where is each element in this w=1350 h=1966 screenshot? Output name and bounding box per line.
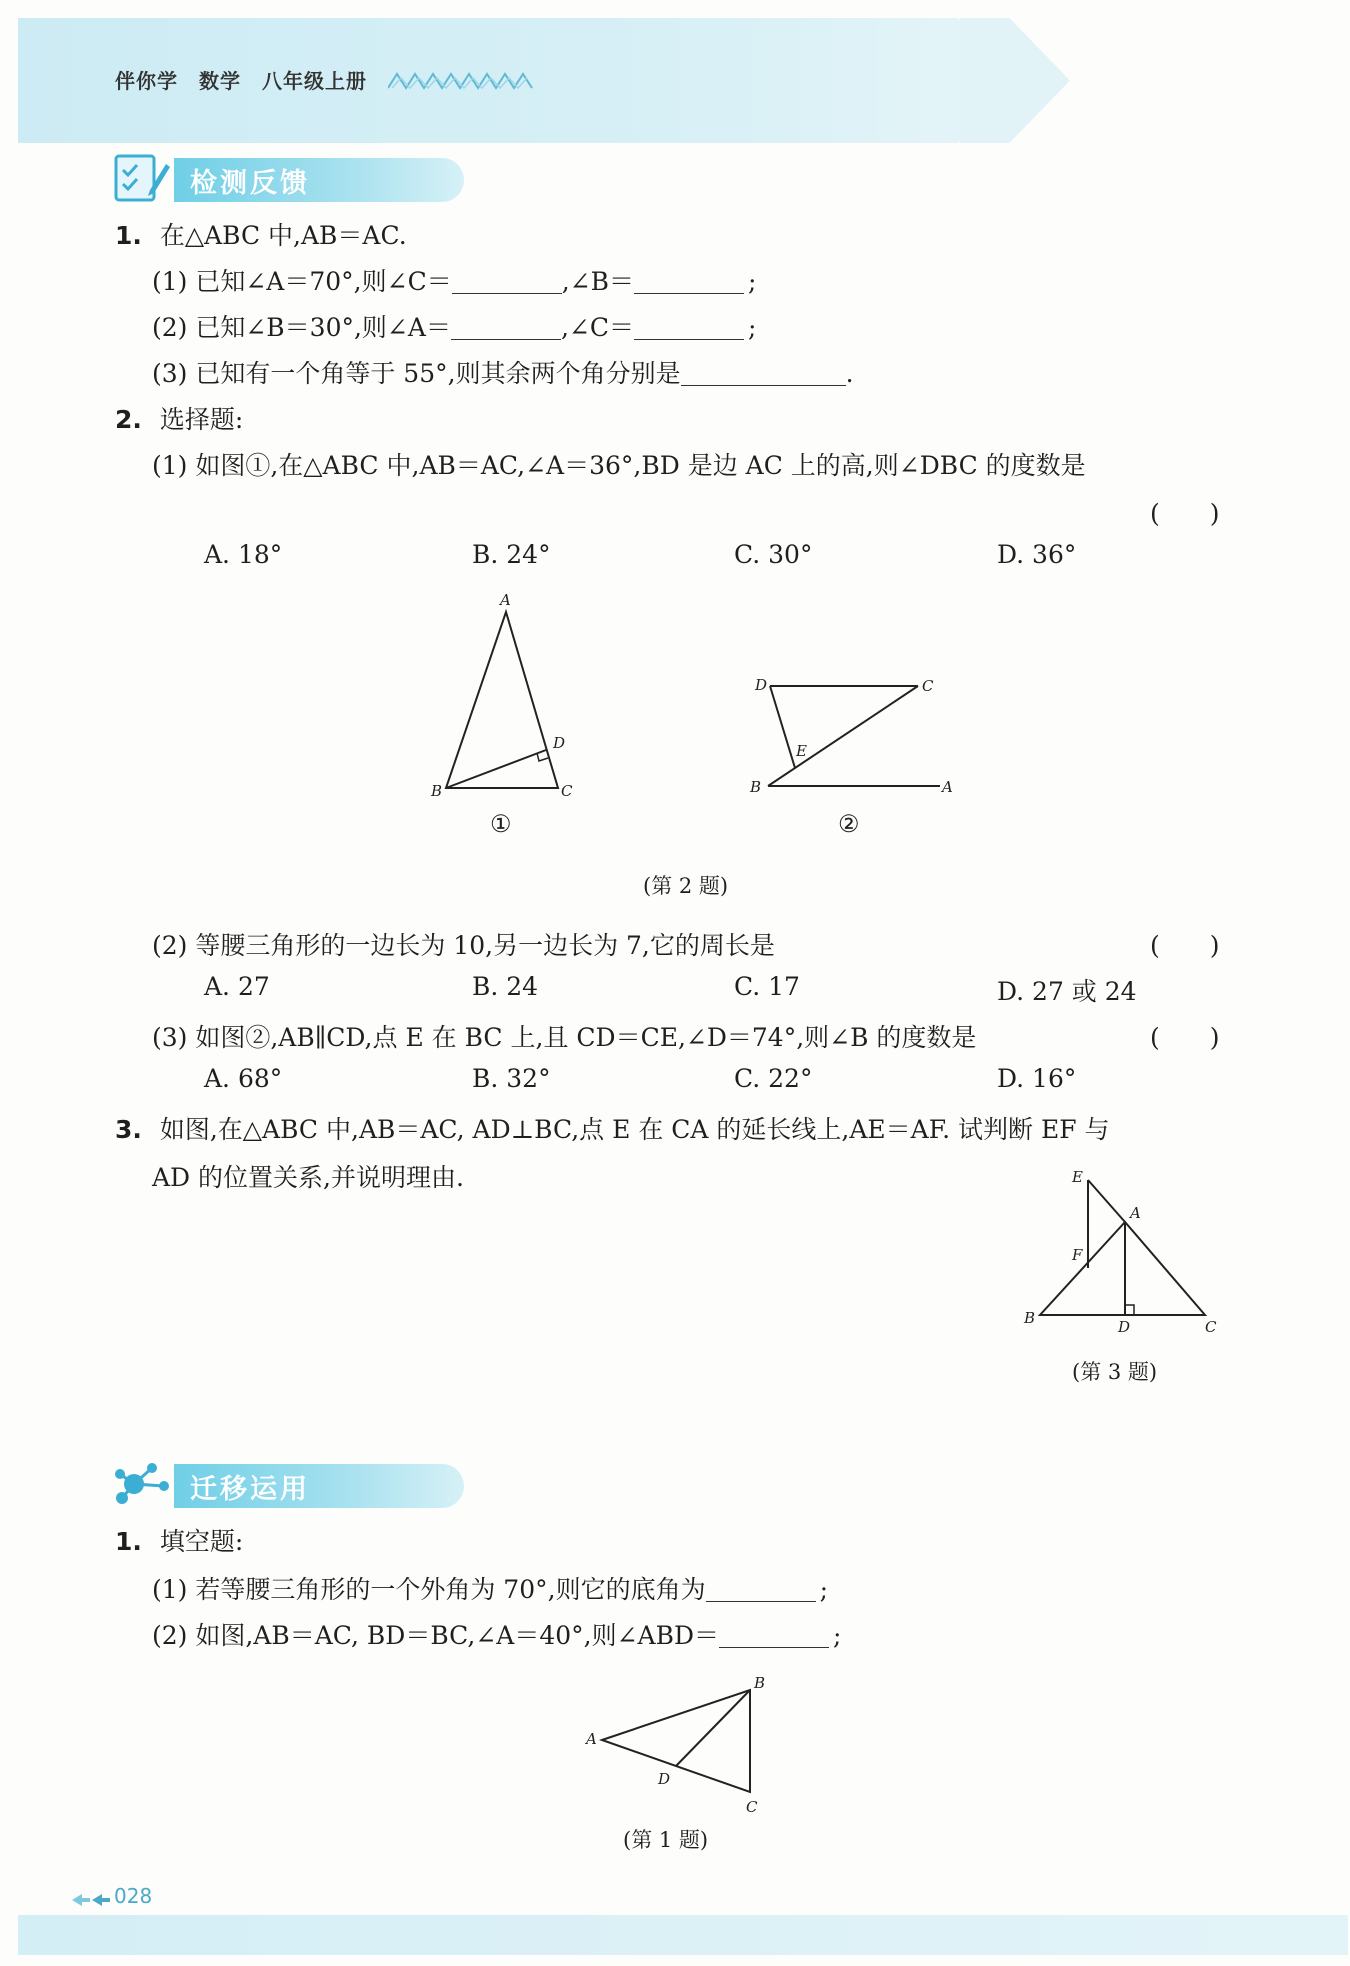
question-text: 如图,在△ABC 中,AB＝AC, AD⊥BC,点 E 在 CA 的延长线上,AE＝AF. 试判断 EF 与 [159,1115,1110,1144]
label-A: A [500,591,511,609]
part-text: (2) 如图,AB＝AC, BD＝BC,∠A＝40°,则∠ABD＝ [152,1621,720,1650]
part-text: (3) 已知有一个角等于 55°,则其余两个角分别是 [152,359,681,388]
q2-sub-1-option-b[interactable]: B. 24° [472,540,551,569]
label-D: D [553,734,566,752]
arrow-icon [72,1893,112,1907]
q2-sub-1-option-a[interactable]: A. 18° [204,540,283,569]
page-number: 028 [114,1884,153,1908]
answer-paren[interactable]: ( ) [1150,931,1220,960]
answer-blank[interactable] [681,359,846,386]
question-1 [115,216,407,252]
transfer-question-1 [115,1522,243,1558]
q1-part-3 [152,354,854,390]
figure-transfer-1 [580,1670,780,1820]
figure-3-triangle [1020,1160,1220,1340]
part-text: ; [819,1575,829,1604]
book-title: 伴你学 数学 八年级上册 [115,69,367,93]
section-header-transfer [112,1456,472,1508]
t1-part-1 [152,1570,828,1606]
q2-sub-1-option-c[interactable]: C. 30° [734,540,813,569]
figure-2-mark: ② [838,810,860,838]
zigzag-decoration [388,70,533,90]
part-text: ,∠C＝ [560,313,634,342]
label-D: D [658,1770,671,1788]
part-text: ; [833,1621,842,1650]
answer-paren[interactable]: ( ) [1150,499,1220,528]
label-F: F [1072,1246,1083,1264]
answer-blank[interactable] [706,1575,816,1602]
section-header-feedback [112,150,472,202]
t1-part-2 [152,1616,841,1652]
label-C: C [561,782,573,800]
q1-part-1 [152,262,756,298]
footer-bar [18,1915,1348,1955]
part-text: ,∠B＝ [561,267,634,296]
q2-sub-3-option-b[interactable]: B. 32° [472,1064,551,1093]
question-2 [115,400,243,436]
figure-caption: (第 2 题) [643,874,729,898]
label-A: A [1130,1204,1141,1222]
figure-1-triangle [420,590,590,800]
part-text: (1) 已知∠A＝70°,则∠C＝ [152,267,452,296]
label-B: B [1024,1309,1036,1327]
figure-caption: (第 3 题) [1072,1360,1158,1384]
label-C: C [922,677,934,695]
label-E: E [796,742,807,760]
q2-sub-1-option-d[interactable]: D. 36° [997,540,1077,569]
figure-2-parallel [740,668,980,808]
answer-blank[interactable] [452,267,562,294]
molecule-icon [112,1456,174,1512]
header-banner-arrow [960,18,1070,143]
q2-sub-3-option-d[interactable]: D. 16° [997,1064,1077,1093]
question-number: 1. [115,1527,142,1556]
answer-paren[interactable]: ( ) [1150,1023,1220,1052]
question-3-line-2: AD 的位置关系,并说明理由. [152,1163,464,1192]
q1-part-2 [152,308,756,344]
part-text: ; [747,313,757,342]
part-text: (2) 已知∠B＝30°,则∠A＝ [152,313,451,342]
q2-sub-3-option-c[interactable]: C. 22° [734,1064,813,1093]
label-E: E [1072,1168,1083,1186]
q2-sub-2-option-b[interactable]: B. 24 [472,972,539,1001]
label-D: D [755,676,768,694]
q2-sub-2-option-a[interactable]: A. 27 [204,972,270,1001]
question-number: 2. [115,405,142,434]
part-text: ; [747,267,757,296]
question-3 [115,1110,1110,1146]
question-number: 3. [115,1115,142,1144]
label-C: C [1205,1318,1217,1336]
answer-blank[interactable] [719,1621,829,1648]
section-label: 检测反馈 [190,168,310,199]
label-B: B [754,1674,766,1692]
figure-1-mark: ① [490,810,512,838]
label-A: A [942,778,953,796]
q2-sub-3: (3) 如图②,AB∥CD,点 E 在 BC 上,且 CD＝CE,∠D＝74°,则∠B 的度数是 [152,1023,977,1052]
question-number: 1. [115,221,142,250]
checklist-icon [112,150,172,206]
answer-blank[interactable] [451,313,561,340]
q2-sub-2-option-d[interactable]: D. 27 或 24 [997,977,1137,1006]
section-label: 迁移运用 [190,1474,310,1505]
label-B: B [750,778,762,796]
label-B: B [431,782,443,800]
part-text: . [845,359,854,388]
figure-caption: (第 1 题) [623,1828,709,1852]
answer-blank[interactable] [634,313,744,340]
question-stem: 填空题: [159,1527,244,1556]
q2-sub-2: (2) 等腰三角形的一边长为 10,另一边长为 7,它的周长是 [152,931,775,960]
part-text: (1) 若等腰三角形的一个外角为 70°,则它的底角为 [152,1575,706,1604]
q2-sub-3-option-a[interactable]: A. 68° [204,1064,283,1093]
q2-sub-2-option-c[interactable]: C. 17 [734,972,800,1001]
label-D: D [1118,1318,1131,1336]
label-C: C [746,1798,758,1816]
question-stem: 在△ABC 中,AB＝AC. [159,221,407,250]
label-A: A [586,1730,597,1748]
answer-blank[interactable] [634,267,744,294]
question-stem: 选择题: [159,405,244,434]
q2-sub-1: (1) 如图①,在△ABC 中,AB＝AC,∠A＝36°,BD 是边 AC 上的高,则∠DBC 的度数是 [152,451,1086,480]
